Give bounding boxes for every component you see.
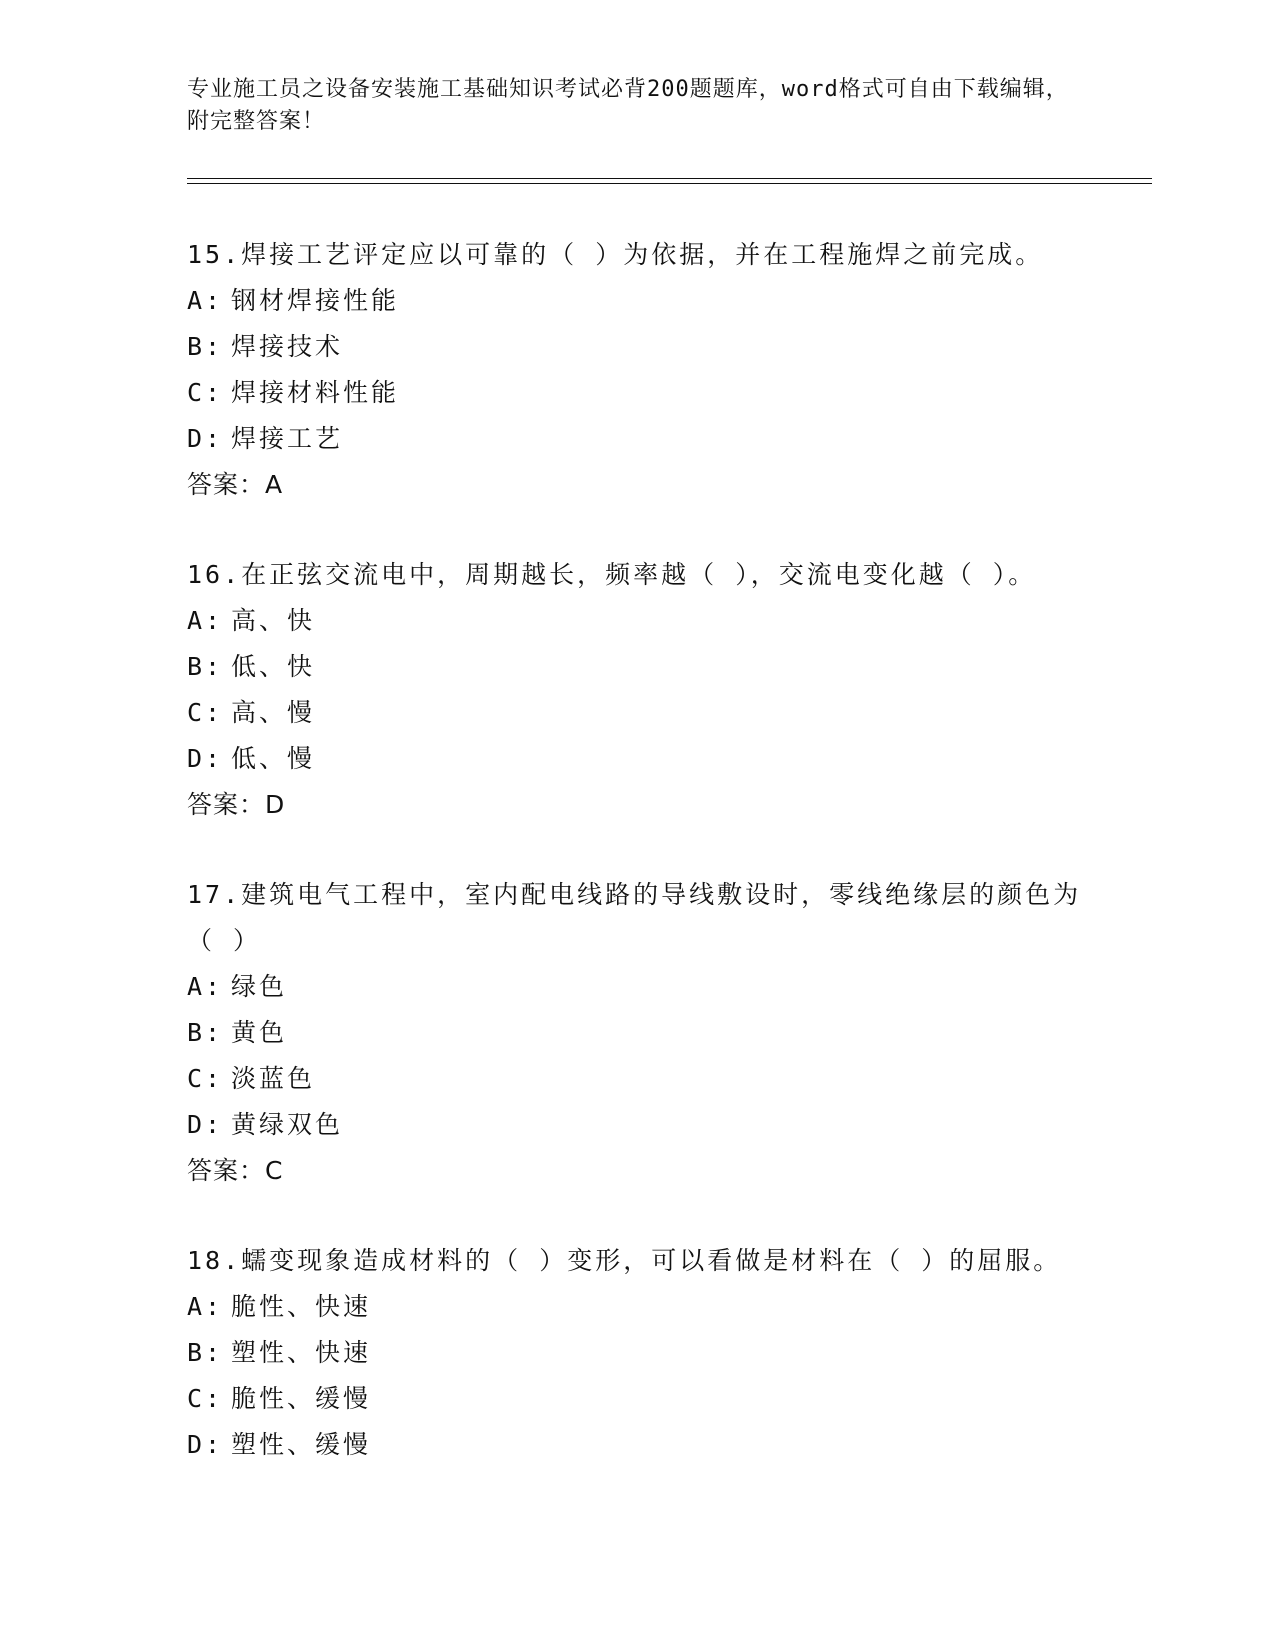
option-text: 黄绿双色 xyxy=(231,1110,344,1139)
option-key: D: xyxy=(187,1110,224,1139)
option-a xyxy=(187,964,1087,1010)
option-text: 焊接材料性能 xyxy=(231,378,400,407)
answer-line: 答案：A xyxy=(187,470,284,499)
option-c xyxy=(187,370,1087,416)
option-c xyxy=(187,690,1087,736)
option-key: B: xyxy=(187,332,224,361)
option-key: B: xyxy=(187,652,224,681)
question-stem: 17.建筑电气工程中，室内配电线路的导线敷设时，零线绝缘层的颜色为（ ） xyxy=(187,880,1082,955)
option-d xyxy=(187,1422,1087,1468)
option-key: D: xyxy=(187,424,224,453)
option-a xyxy=(187,278,1087,324)
option-key: D: xyxy=(187,1430,224,1459)
option-key: B: xyxy=(187,1018,224,1047)
option-key: B: xyxy=(187,1338,224,1367)
option-key: A: xyxy=(187,1292,224,1321)
option-text: 高、快 xyxy=(231,606,316,635)
option-a xyxy=(187,1284,1087,1330)
option-key: C: xyxy=(187,1064,224,1093)
option-key: A: xyxy=(187,286,224,315)
option-text: 高、慢 xyxy=(231,698,316,727)
question-16 xyxy=(187,552,1087,828)
option-text: 钢材焊接性能 xyxy=(231,286,400,315)
option-text: 焊接技术 xyxy=(231,332,344,361)
option-text: 脆性、缓慢 xyxy=(231,1384,372,1413)
option-text: 塑性、缓慢 xyxy=(231,1430,372,1459)
question-15 xyxy=(187,232,1087,508)
header-divider-bottom xyxy=(187,183,1152,184)
question-18 xyxy=(187,1238,1087,1468)
option-text: 淡蓝色 xyxy=(231,1064,316,1093)
option-key: C: xyxy=(187,378,224,407)
option-b xyxy=(187,644,1087,690)
option-key: A: xyxy=(187,606,224,635)
document-title: 专业施工员之设备安装施工基础知识考试必背200题题库，word格式可自由下载编辑，附完整答案！ xyxy=(187,77,1069,134)
option-d xyxy=(187,416,1087,462)
option-text: 绿色 xyxy=(231,972,288,1001)
option-d xyxy=(187,736,1087,782)
question-stem: 18.蠕变现象造成材料的（ ）变形，可以看做是材料在（ ）的屈服。 xyxy=(187,1246,1062,1275)
answer-line: 答案：C xyxy=(187,1156,284,1185)
question-stem: 15.焊接工艺评定应以可靠的（ ）为依据，并在工程施焊之前完成。 xyxy=(187,240,1044,269)
option-d xyxy=(187,1102,1087,1148)
option-key: A: xyxy=(187,972,224,1001)
header-divider-top xyxy=(187,178,1152,179)
option-b xyxy=(187,1010,1087,1056)
option-key: C: xyxy=(187,698,224,727)
option-text: 塑性、快速 xyxy=(231,1338,372,1367)
option-a xyxy=(187,598,1087,644)
option-b xyxy=(187,1330,1087,1376)
option-key: C: xyxy=(187,1384,224,1413)
option-text: 低、快 xyxy=(231,652,316,681)
answer-line: 答案：D xyxy=(187,790,286,819)
question-17 xyxy=(187,872,1087,1194)
option-c xyxy=(187,1056,1087,1102)
option-text: 焊接工艺 xyxy=(231,424,344,453)
option-text: 脆性、快速 xyxy=(231,1292,372,1321)
document-header xyxy=(187,74,1087,138)
option-b xyxy=(187,324,1087,370)
option-text: 黄色 xyxy=(231,1018,288,1047)
option-c xyxy=(187,1376,1087,1422)
option-text: 低、慢 xyxy=(231,744,316,773)
option-key: D: xyxy=(187,744,224,773)
question-stem: 16.在正弦交流电中，周期越长，频率越（ ），交流电变化越（ ）。 xyxy=(187,560,1037,589)
